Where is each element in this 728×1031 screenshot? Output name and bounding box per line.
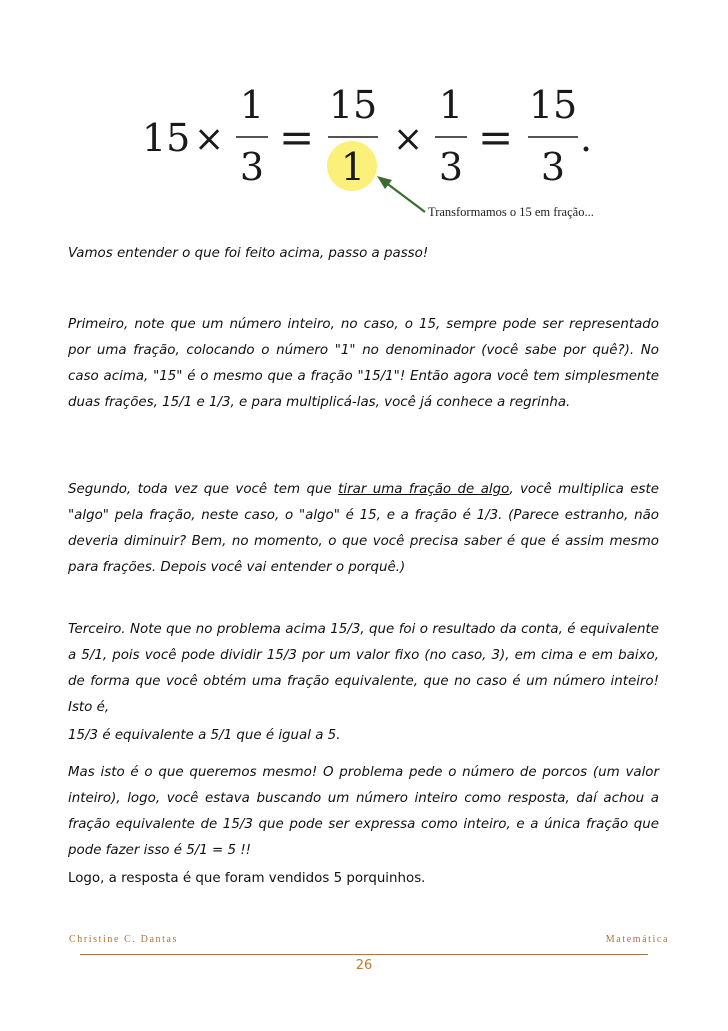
frac4-numerator: 15 <box>528 83 578 127</box>
underlined-phrase: tirar uma fração de algo <box>338 482 510 497</box>
frac3-numerator: 1 <box>438 83 464 127</box>
annotation-arrow-shaft <box>385 182 425 212</box>
footer-author: Christine C. Dantas <box>69 934 179 945</box>
formula-times-1: × <box>194 119 225 160</box>
paragraph-third: Terceiro. Note que no problema acima 15/3, que foi o resultado da conta, é equivalente a 5/1, pois você pode dividir 15/3 por um valor fixo (no caso, 3), em cima e em baixo, de forma que você obtém uma fração equivalente, que no caso é um número inteiro! Isto é, <box>68 622 659 715</box>
formula-equals-1: = <box>279 113 315 162</box>
formula-equals-2: = <box>478 113 514 162</box>
paragraph-second <box>68 477 659 581</box>
formula-block <box>0 0 728 230</box>
footer-subject: Matemática <box>605 934 669 945</box>
paragraph-first: Primeiro, note que um número inteiro, no caso, o 15, sempre pode ser representado por uma fração, colocando o número "1" no denominador (você sabe por quê?). No caso acima, "15" é o mesmo que a fração "15/1"! Então agora você tem simplesmente duas frações, 15/1 e 1/3, e para multiplicá-las, você já conhece a regrinha. <box>68 317 659 410</box>
formula-period: . <box>580 116 593 160</box>
paragraph-second-end: , você multiplica este "algo" pela fração, neste caso, o "algo" é 15, e a fração é 1/3. (Parece estranho, não deveria diminuir? Bem, no momento, o que você precisa saber é que é assim mesmo para frações. Depois você vai entender o porquê.) <box>68 482 659 575</box>
annotation-text: Transformamos o 15 em fração... <box>428 205 594 219</box>
formula-svg <box>0 0 728 230</box>
page-number: 26 <box>355 958 373 973</box>
annotation-arrow-head <box>377 176 392 189</box>
frac2-numerator: 15 <box>328 83 378 127</box>
paragraph-conclusion: Mas isto é o que queremos mesmo! O problema pede o número de porcos (um valor inteiro), logo, você estava buscando um número inteiro como resposta, daí achou a fração equivalente de 15/3 que pode ser expressa como inteiro, e a única fração que pode fazer isso é 5/1 = 5 !! <box>68 765 659 858</box>
formula-times-2: × <box>393 119 424 160</box>
paragraph-second-start: Segundo, toda vez que você tem que <box>68 482 339 497</box>
paragraph-intro: Vamos entender o que foi feito acima, passo a passo! <box>68 246 429 261</box>
frac1-numerator: 1 <box>239 83 265 127</box>
frac3-denominator: 3 <box>438 145 464 189</box>
footer-divider <box>80 954 648 955</box>
paragraph-equivalence: 15/3 é equivalente a 5/1 que é igual a 5. <box>68 728 341 743</box>
formula-whole-number: 15 <box>142 116 191 160</box>
frac2-denominator: 1 <box>340 145 366 189</box>
frac4-denominator: 3 <box>540 145 566 189</box>
paragraph-answer: Logo, a resposta é que foram vendidos 5 porquinhos. <box>68 871 426 886</box>
frac1-denominator: 3 <box>239 145 265 189</box>
